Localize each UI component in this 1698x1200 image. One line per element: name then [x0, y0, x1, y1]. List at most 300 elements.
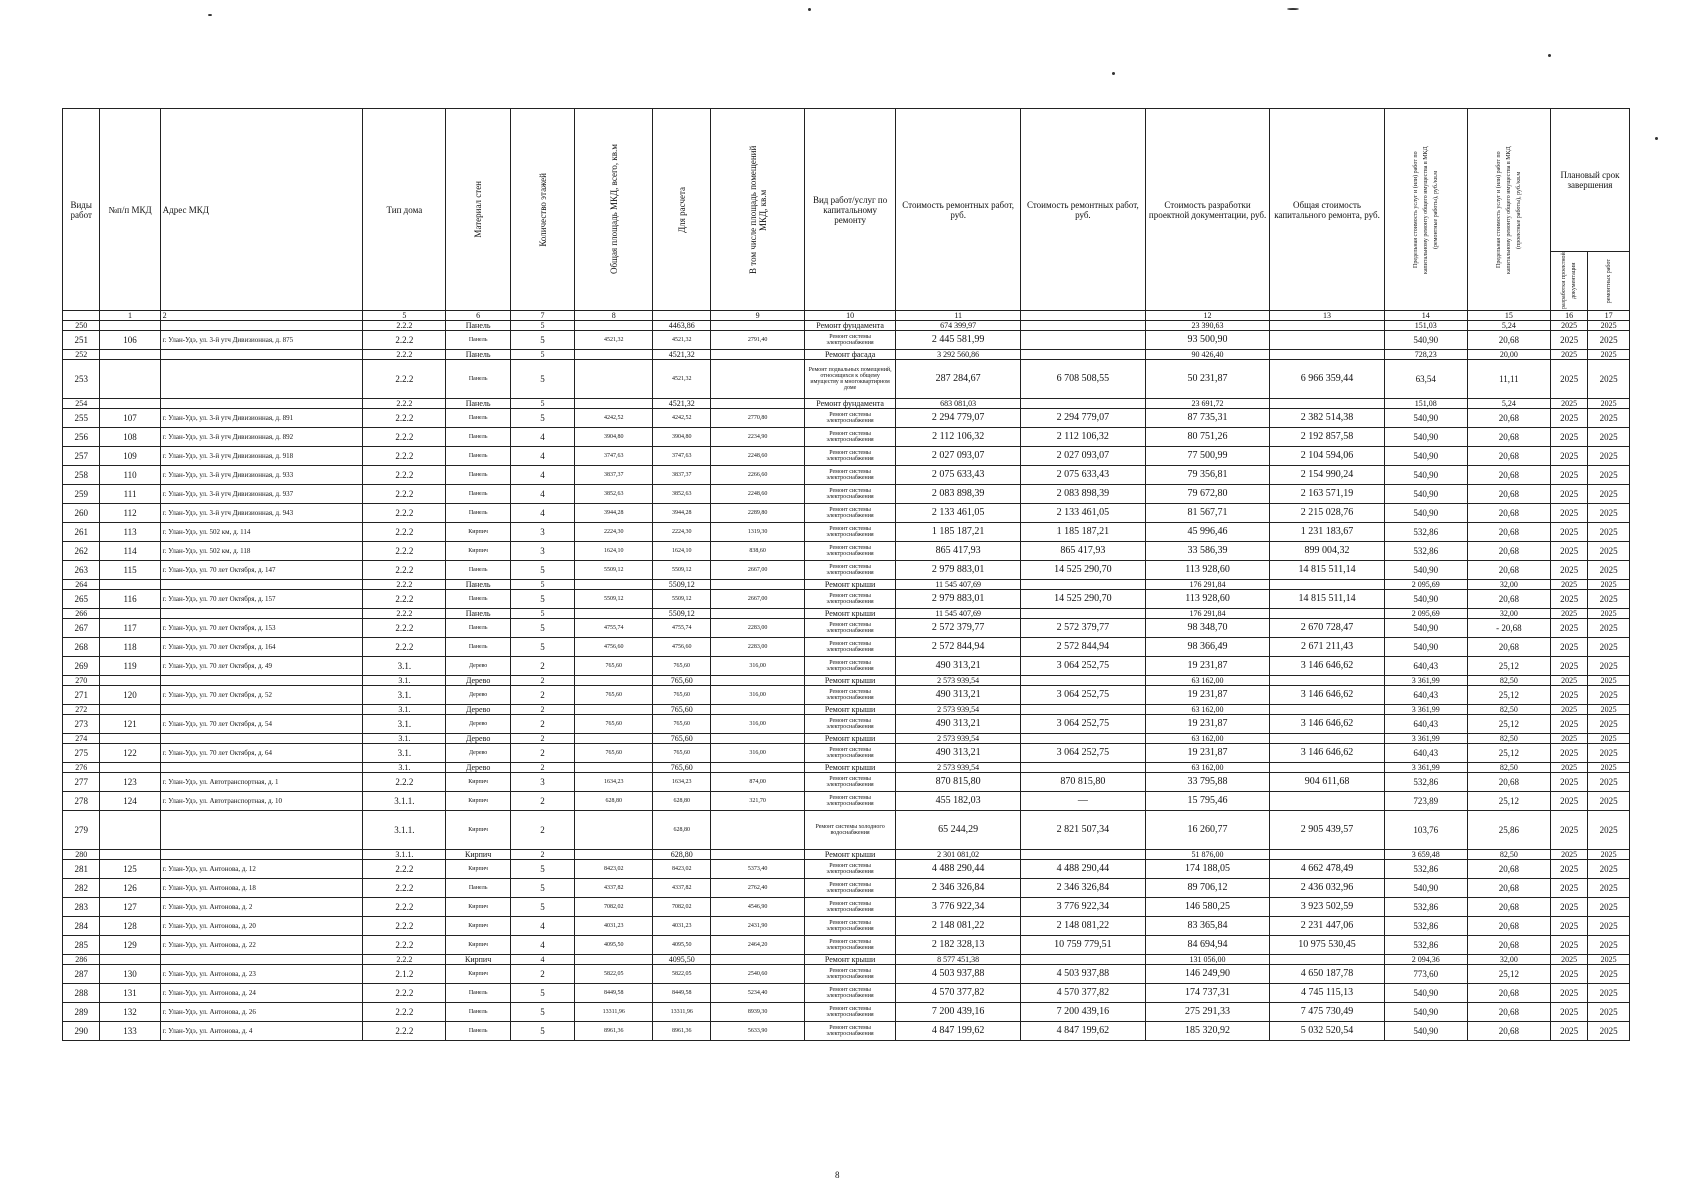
wall-material-cell: Дерево	[446, 657, 510, 676]
wall-material-cell: Кирпич	[446, 898, 510, 917]
limit-design-cell: 82,50	[1467, 676, 1550, 686]
total-cost-cell: 2 163 571,19	[1270, 485, 1384, 504]
limit-repair-cell: 532,86	[1384, 936, 1467, 955]
colnum: 10	[804, 311, 895, 321]
row-index-cell: 253	[63, 360, 100, 399]
design-cost-cell: 79 672,80	[1145, 485, 1270, 504]
design-cost-cell: 19 231,87	[1145, 657, 1270, 676]
deadline-repair-cell: 2025	[1588, 792, 1630, 811]
house-type-cell: 2.2.2	[363, 580, 446, 590]
address-cell	[160, 676, 363, 686]
limit-repair-cell: 640,43	[1384, 715, 1467, 734]
address-cell: г. Улан-Удэ, ул. Автотранспортная, д. 1	[160, 773, 363, 792]
design-cost-cell: 77 500,99	[1145, 447, 1270, 466]
scan-speck	[208, 14, 212, 16]
wall-material-cell: Кирпич	[446, 811, 510, 850]
total-area-cell: 765,60	[575, 686, 653, 705]
house-type-cell: 2.2.2	[363, 936, 446, 955]
design-cost-cell: 131 056,00	[1145, 955, 1270, 965]
total-area-cell	[575, 850, 653, 860]
premises-area-cell: 316,00	[711, 715, 805, 734]
limit-repair-cell: 3 361,99	[1384, 734, 1467, 744]
deadline-design-cell: 2025	[1550, 1003, 1587, 1022]
row-index-cell: 283	[63, 898, 100, 917]
floors-cell: 2	[510, 744, 574, 763]
total-area-cell: 4755,74	[575, 619, 653, 638]
premises-area-cell	[711, 734, 805, 744]
wall-material-cell: Панель	[446, 399, 510, 409]
limit-design-cell: 20,68	[1467, 936, 1550, 955]
mkd-number-cell: 131	[100, 984, 160, 1003]
design-cost-cell: 146 580,25	[1145, 898, 1270, 917]
limit-design-cell: 20,68	[1467, 485, 1550, 504]
total-cost-cell: 6 966 359,44	[1270, 360, 1384, 399]
mkd-number-cell	[100, 811, 160, 850]
deadline-design-cell: 2025	[1550, 399, 1587, 409]
work-kind-cell: Ремонт системы электроснабжения	[804, 466, 895, 485]
house-type-cell: 3.1.	[363, 657, 446, 676]
total-cost-cell: 2 671 211,43	[1270, 638, 1384, 657]
repair-cost-total-cell	[1021, 609, 1146, 619]
deadline-design-cell: 2025	[1550, 744, 1587, 763]
wall-material-cell: Панель	[446, 360, 510, 399]
premises-area-cell: 2770,80	[711, 409, 805, 428]
premises-area-cell: 8939,30	[711, 1003, 805, 1022]
table-row	[63, 917, 1630, 936]
floors-cell: 5	[510, 1022, 574, 1041]
calc-area-cell: 765,60	[653, 686, 711, 705]
work-kind-cell: Ремонт системы электроснабжения	[804, 860, 895, 879]
mkd-number-cell: 123	[100, 773, 160, 792]
repair-cost-total-cell: 870 815,80	[1021, 773, 1146, 792]
limit-repair-cell: 728,23	[1384, 350, 1467, 360]
row-index-cell: 250	[63, 321, 100, 331]
work-kind-cell: Ремонт системы электроснабжения	[804, 917, 895, 936]
work-kind-cell: Ремонт системы электроснабжения	[804, 485, 895, 504]
work-kind-cell: Ремонт подвальных помещений, относящихся к общему имуществу в многоквартирном доме	[804, 360, 895, 399]
table-row	[63, 936, 1630, 955]
deadline-repair-cell: 2025	[1588, 773, 1630, 792]
total-cost-cell: 2 905 439,57	[1270, 811, 1384, 850]
floors-cell: 4	[510, 428, 574, 447]
row-index-cell: 268	[63, 638, 100, 657]
wall-material-cell: Кирпич	[446, 860, 510, 879]
floors-cell: 2	[510, 763, 574, 773]
deadline-design-cell: 2025	[1550, 965, 1587, 984]
mkd-number-cell	[100, 705, 160, 715]
wall-material-cell: Панель	[446, 428, 510, 447]
work-kind-cell: Ремонт системы электроснабжения	[804, 965, 895, 984]
deadline-design-cell: 2025	[1550, 792, 1587, 811]
address-cell	[160, 734, 363, 744]
house-type-cell: 3.1.	[363, 705, 446, 715]
limit-design-cell: 32,00	[1467, 609, 1550, 619]
total-cost-cell: 2 104 594,06	[1270, 447, 1384, 466]
total-cost-cell	[1270, 705, 1384, 715]
house-type-cell: 2.2.2	[363, 466, 446, 485]
deadline-repair-cell: 2025	[1588, 542, 1630, 561]
header-deadline-design: разработки проектной документации	[1550, 252, 1587, 311]
wall-material-cell: Дерево	[446, 676, 510, 686]
limit-design-cell: 32,00	[1467, 955, 1550, 965]
deadline-design-cell: 2025	[1550, 850, 1587, 860]
calc-area-cell: 3837,37	[653, 466, 711, 485]
deadline-repair-cell: 2025	[1588, 734, 1630, 744]
address-cell: г. Улан-Удэ, ул. Антонова, д. 20	[160, 917, 363, 936]
limit-repair-cell: 540,90	[1384, 428, 1467, 447]
repair-cost-cell: 2 182 328,13	[896, 936, 1021, 955]
design-cost-cell: 15 795,46	[1145, 792, 1270, 811]
mkd-number-cell: 110	[100, 466, 160, 485]
limit-design-cell: 25,86	[1467, 811, 1550, 850]
address-cell: г. Улан-Удэ, ул. 3-й утч Дивизионная, д. 937	[160, 485, 363, 504]
table-row	[63, 360, 1630, 399]
repair-cost-total-cell: 3 064 252,75	[1021, 744, 1146, 763]
deadline-design-cell: 2025	[1550, 773, 1587, 792]
total-area-cell: 3747,63	[575, 447, 653, 466]
design-cost-cell: 23 390,63	[1145, 321, 1270, 331]
repair-cost-cell: 2 294 779,07	[896, 409, 1021, 428]
wall-material-cell: Дерево	[446, 734, 510, 744]
limit-design-cell: 82,50	[1467, 705, 1550, 715]
design-cost-cell: 113 928,60	[1145, 561, 1270, 580]
work-kind-cell: Ремонт системы электроснабжения	[804, 792, 895, 811]
total-area-cell	[575, 676, 653, 686]
repair-cost-cell: 2 075 633,43	[896, 466, 1021, 485]
repair-cost-total-cell: 2 027 093,07	[1021, 447, 1146, 466]
total-area-cell	[575, 399, 653, 409]
total-area-cell: 8423,02	[575, 860, 653, 879]
table-row	[63, 965, 1630, 984]
deadline-design-cell: 2025	[1550, 590, 1587, 609]
repair-cost-cell: 490 313,21	[896, 715, 1021, 734]
table-row	[63, 321, 1630, 331]
mkd-number-cell: 107	[100, 409, 160, 428]
floors-cell: 2	[510, 676, 574, 686]
deadline-repair-cell: 2025	[1588, 638, 1630, 657]
limit-repair-cell: 540,90	[1384, 984, 1467, 1003]
repair-cost-total-cell: 2 346 326,84	[1021, 879, 1146, 898]
calc-area-cell: 4095,50	[653, 955, 711, 965]
colnum: 11	[896, 311, 1021, 321]
deadline-design-cell: 2025	[1550, 561, 1587, 580]
deadline-repair-cell: 2025	[1588, 860, 1630, 879]
calc-area-cell: 628,80	[653, 811, 711, 850]
house-type-cell: 2.2.2	[363, 504, 446, 523]
table-row	[63, 523, 1630, 542]
repair-cost-cell: 2 979 883,01	[896, 561, 1021, 580]
total-area-cell	[575, 705, 653, 715]
wall-material-cell: Панель	[446, 619, 510, 638]
wall-material-cell: Кирпич	[446, 523, 510, 542]
total-area-cell: 1624,10	[575, 542, 653, 561]
repair-cost-total-cell	[1021, 676, 1146, 686]
deadline-design-cell: 2025	[1550, 321, 1587, 331]
deadline-repair-cell: 2025	[1588, 409, 1630, 428]
limit-design-cell: 20,68	[1467, 428, 1550, 447]
work-kind-cell: Ремонт системы электроснабжения	[804, 409, 895, 428]
floors-cell: 5	[510, 590, 574, 609]
work-kind-cell: Ремонт крыши	[804, 850, 895, 860]
deadline-design-cell: 2025	[1550, 409, 1587, 428]
repair-cost-total-cell: 2 075 633,43	[1021, 466, 1146, 485]
limit-design-cell: 20,68	[1467, 542, 1550, 561]
floors-cell: 2	[510, 792, 574, 811]
address-cell: г. Улан-Удэ, ул. 70 лет Октября, д. 54	[160, 715, 363, 734]
table-row	[63, 350, 1630, 360]
floors-cell: 5	[510, 1003, 574, 1022]
repair-cost-cell: 2 112 106,32	[896, 428, 1021, 447]
design-cost-cell: 80 751,26	[1145, 428, 1270, 447]
total-cost-cell: 2 231 447,06	[1270, 917, 1384, 936]
calc-area-cell: 3747,63	[653, 447, 711, 466]
repair-cost-cell: 2 445 581,99	[896, 331, 1021, 350]
table-row	[63, 657, 1630, 676]
limit-repair-cell: 63,54	[1384, 360, 1467, 399]
house-type-cell: 3.1.	[363, 676, 446, 686]
calc-area-cell: 765,60	[653, 705, 711, 715]
wall-material-cell: Панель	[446, 1022, 510, 1041]
total-area-cell: 765,60	[575, 715, 653, 734]
mkd-number-cell: 126	[100, 879, 160, 898]
total-cost-cell: 10 975 530,45	[1270, 936, 1384, 955]
deadline-design-cell: 2025	[1550, 638, 1587, 657]
limit-repair-cell: 540,90	[1384, 466, 1467, 485]
deadline-repair-cell: 2025	[1588, 715, 1630, 734]
work-kind-cell: Ремонт системы электроснабжения	[804, 428, 895, 447]
work-kind-cell: Ремонт системы электроснабжения	[804, 447, 895, 466]
repair-cost-total-cell: 4 847 199,62	[1021, 1022, 1146, 1041]
deadline-repair-cell: 2025	[1588, 504, 1630, 523]
mkd-number-cell	[100, 609, 160, 619]
work-kind-cell: Ремонт системы электроснабжения	[804, 686, 895, 705]
table-row	[63, 447, 1630, 466]
row-index-cell: 279	[63, 811, 100, 850]
calc-area-cell: 4242,52	[653, 409, 711, 428]
deadline-repair-cell: 2025	[1588, 898, 1630, 917]
work-kind-cell: Ремонт системы электроснабжения	[804, 504, 895, 523]
floors-cell: 4	[510, 917, 574, 936]
limit-design-cell: 20,68	[1467, 466, 1550, 485]
row-index-cell: 261	[63, 523, 100, 542]
floors-cell: 5	[510, 399, 574, 409]
address-cell: г. Улан-Удэ, ул. Антонова, д. 4	[160, 1022, 363, 1041]
calc-area-cell: 8423,02	[653, 860, 711, 879]
repair-cost-cell: 2 573 939,54	[896, 734, 1021, 744]
work-kind-cell: Ремонт системы электроснабжения	[804, 331, 895, 350]
limit-repair-cell: 2 095,69	[1384, 580, 1467, 590]
colnum: 8	[575, 311, 653, 321]
work-kind-cell: Ремонт системы электроснабжения	[804, 561, 895, 580]
limit-repair-cell: 532,86	[1384, 917, 1467, 936]
design-cost-cell: 79 356,81	[1145, 466, 1270, 485]
repair-cost-cell: 2 027 093,07	[896, 447, 1021, 466]
repair-cost-cell: 455 182,03	[896, 792, 1021, 811]
deadline-design-cell: 2025	[1550, 619, 1587, 638]
work-kind-cell: Ремонт системы электроснабжения	[804, 590, 895, 609]
mkd-number-cell: 133	[100, 1022, 160, 1041]
total-cost-cell: 4 745 115,13	[1270, 984, 1384, 1003]
table-row	[63, 792, 1630, 811]
table-row	[63, 898, 1630, 917]
colnum: 17	[1588, 311, 1630, 321]
calc-area-cell: 4521,32	[653, 350, 711, 360]
scan-speck	[1548, 54, 1551, 57]
wall-material-cell: Панель	[446, 409, 510, 428]
premises-area-cell: 2248,60	[711, 485, 805, 504]
limit-design-cell: 20,68	[1467, 984, 1550, 1003]
design-cost-cell: 98 366,49	[1145, 638, 1270, 657]
total-cost-cell: 2 670 728,47	[1270, 619, 1384, 638]
total-cost-cell	[1270, 763, 1384, 773]
house-type-cell: 2.2.2	[363, 331, 446, 350]
limit-repair-cell: 2 094,36	[1384, 955, 1467, 965]
limit-design-cell: 25,12	[1467, 715, 1550, 734]
row-index-cell: 251	[63, 331, 100, 350]
deadline-repair-cell: 2025	[1588, 466, 1630, 485]
repair-cost-total-cell: 4 488 290,44	[1021, 860, 1146, 879]
premises-area-cell	[711, 321, 805, 331]
table-row	[63, 504, 1630, 523]
deadline-design-cell: 2025	[1550, 542, 1587, 561]
table-row	[63, 399, 1630, 409]
house-type-cell: 3.1.1.	[363, 850, 446, 860]
address-cell: г. Улан-Удэ, ул. Антонова, д. 24	[160, 984, 363, 1003]
wall-material-cell: Панель	[446, 485, 510, 504]
total-area-cell: 2224,30	[575, 523, 653, 542]
repair-cost-total-cell: 2 133 461,05	[1021, 504, 1146, 523]
limit-design-cell: 20,68	[1467, 1003, 1550, 1022]
calc-area-cell: 765,60	[653, 676, 711, 686]
deadline-repair-cell: 2025	[1588, 331, 1630, 350]
deadline-design-cell: 2025	[1550, 609, 1587, 619]
repair-cost-total-cell: 4 503 937,88	[1021, 965, 1146, 984]
wall-material-cell: Дерево	[446, 705, 510, 715]
design-cost-cell: 33 586,39	[1145, 542, 1270, 561]
floors-cell: 3	[510, 523, 574, 542]
work-kind-cell: Ремонт крыши	[804, 580, 895, 590]
repair-cost-total-cell: 4 570 377,82	[1021, 984, 1146, 1003]
total-area-cell	[575, 350, 653, 360]
mkd-number-cell	[100, 360, 160, 399]
limit-repair-cell: 540,90	[1384, 619, 1467, 638]
premises-area-cell: 2431,90	[711, 917, 805, 936]
wall-material-cell: Кирпич	[446, 773, 510, 792]
house-type-cell: 2.2.2	[363, 321, 446, 331]
premises-area-cell: 316,00	[711, 686, 805, 705]
limit-repair-cell: 151,08	[1384, 399, 1467, 409]
premises-area-cell: 2667,00	[711, 561, 805, 580]
repair-cost-cell: 870 815,80	[896, 773, 1021, 792]
wall-material-cell: Кирпич	[446, 955, 510, 965]
calc-area-cell: 3904,80	[653, 428, 711, 447]
limit-design-cell: 20,68	[1467, 331, 1550, 350]
calc-area-cell: 765,60	[653, 744, 711, 763]
repair-cost-total-cell: 14 525 290,70	[1021, 590, 1146, 609]
wall-material-cell: Панель	[446, 331, 510, 350]
repair-cost-total-cell	[1021, 763, 1146, 773]
repair-cost-cell: 3 292 560,86	[896, 350, 1021, 360]
limit-design-cell: 20,68	[1467, 447, 1550, 466]
row-index-cell: 265	[63, 590, 100, 609]
floors-cell: 2	[510, 850, 574, 860]
house-type-cell: 2.2.2	[363, 773, 446, 792]
scan-speck	[808, 8, 811, 11]
house-type-cell: 2.2.2	[363, 428, 446, 447]
address-cell: г. Улан-Удэ, ул. Антонова, д. 12	[160, 860, 363, 879]
total-cost-cell: 7 475 730,49	[1270, 1003, 1384, 1022]
limit-design-cell: 20,68	[1467, 638, 1550, 657]
wall-material-cell: Панель	[446, 879, 510, 898]
house-type-cell: 3.1.	[363, 763, 446, 773]
mkd-number-cell: 114	[100, 542, 160, 561]
table-row	[63, 561, 1630, 580]
work-kind-cell: Ремонт системы электроснабжения	[804, 773, 895, 792]
limit-repair-cell: 2 095,69	[1384, 609, 1467, 619]
work-kind-cell: Ремонт крыши	[804, 705, 895, 715]
table-row	[63, 1022, 1630, 1041]
work-kind-cell: Ремонт системы электроснабжения	[804, 638, 895, 657]
deadline-design-cell: 2025	[1550, 860, 1587, 879]
table-row	[63, 638, 1630, 657]
calc-area-cell: 4031,23	[653, 917, 711, 936]
wall-material-cell: Панель	[446, 350, 510, 360]
repair-cost-cell: 287 284,67	[896, 360, 1021, 399]
repair-cost-total-cell: 2 083 898,39	[1021, 485, 1146, 504]
deadline-repair-cell: 2025	[1588, 879, 1630, 898]
limit-design-cell: 82,50	[1467, 850, 1550, 860]
total-cost-cell: 3 146 646,62	[1270, 686, 1384, 705]
calc-area-cell: 5509,12	[653, 580, 711, 590]
calc-area-cell: 4095,50	[653, 936, 711, 955]
premises-area-cell: 874,00	[711, 773, 805, 792]
design-cost-cell: 113 928,60	[1145, 590, 1270, 609]
row-index-cell: 262	[63, 542, 100, 561]
repair-cost-total-cell: 6 708 508,55	[1021, 360, 1146, 399]
colnum	[653, 311, 711, 321]
repair-cost-total-cell: 865 417,93	[1021, 542, 1146, 561]
header-wall-material: Материал стен	[446, 109, 510, 311]
floors-cell: 5	[510, 984, 574, 1003]
design-cost-cell: 81 567,71	[1145, 504, 1270, 523]
address-cell	[160, 360, 363, 399]
header-mkd-number: №п/п МКД	[100, 109, 160, 311]
limit-design-cell: 20,68	[1467, 879, 1550, 898]
total-area-cell: 3944,28	[575, 504, 653, 523]
repair-cost-total-cell: 3 776 922,34	[1021, 898, 1146, 917]
wall-material-cell: Дерево	[446, 686, 510, 705]
row-index-cell: 275	[63, 744, 100, 763]
total-cost-cell	[1270, 609, 1384, 619]
total-area-cell	[575, 609, 653, 619]
floors-cell: 4	[510, 955, 574, 965]
calc-area-cell: 5509,12	[653, 590, 711, 609]
deadline-design-cell: 2025	[1550, 686, 1587, 705]
work-kind-cell: Ремонт крыши	[804, 609, 895, 619]
mkd-number-cell: 132	[100, 1003, 160, 1022]
limit-repair-cell: 151,03	[1384, 321, 1467, 331]
calc-area-cell: 13311,96	[653, 1003, 711, 1022]
calc-area-cell: 8961,36	[653, 1022, 711, 1041]
header-repair-cost-total: Стоимость ремонтных работ, руб.	[1021, 109, 1146, 311]
deadline-design-cell: 2025	[1550, 350, 1587, 360]
total-cost-cell: 3 923 502,59	[1270, 898, 1384, 917]
address-cell	[160, 763, 363, 773]
repair-cost-cell: 7 200 439,16	[896, 1003, 1021, 1022]
total-cost-cell: 3 146 646,62	[1270, 715, 1384, 734]
address-cell: г. Улан-Удэ, ул. 3-й утч Дивизионная, д. 933	[160, 466, 363, 485]
wall-material-cell: Кирпич	[446, 542, 510, 561]
